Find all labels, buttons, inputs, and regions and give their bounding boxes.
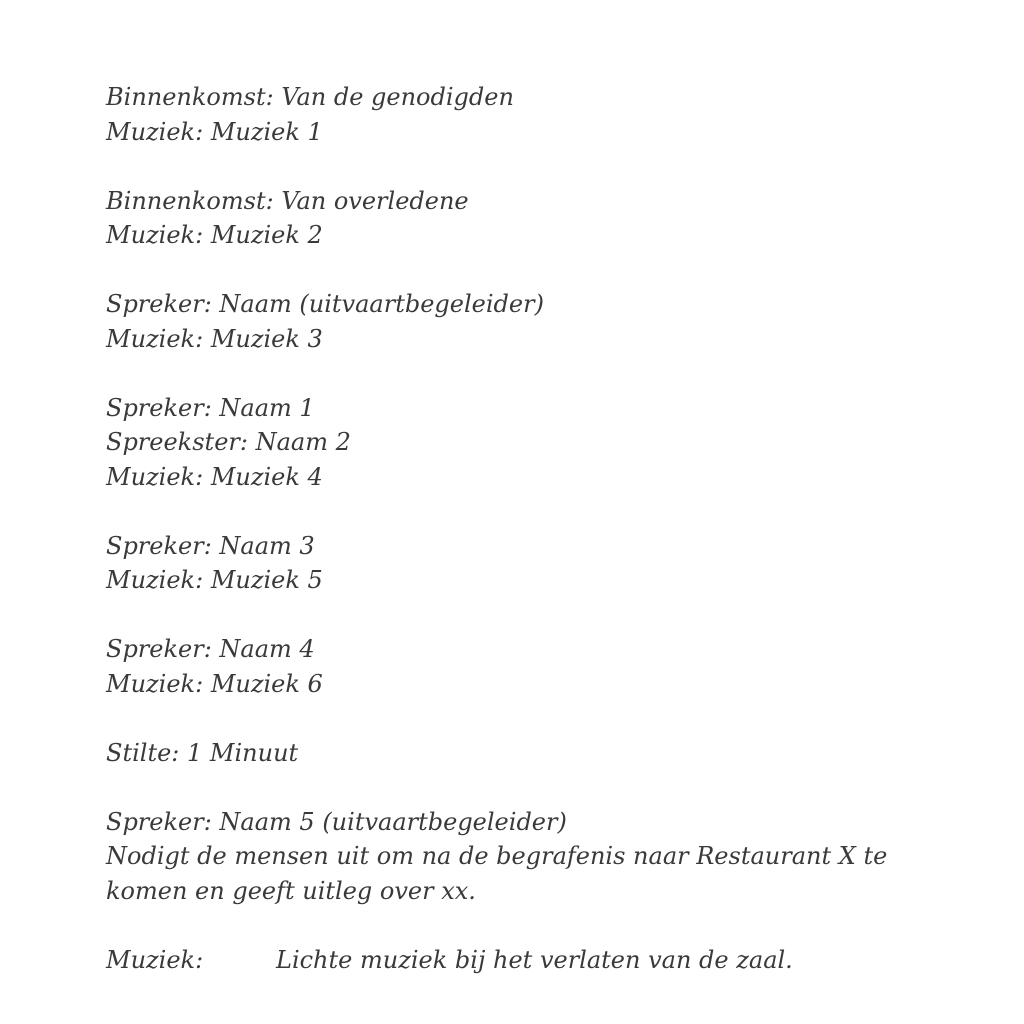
program-line: Spreker: Naam 1 (106, 393, 315, 422)
program-line: Muziek: Muziek 5 (106, 566, 323, 594)
program-document (106, 80, 986, 977)
program-line: Stilte: 1 Minuut (106, 738, 299, 767)
closing-label: Muziek: (106, 945, 204, 974)
program-line: Muziek: Muziek 1 (106, 117, 323, 146)
program-item-speaker-5 (106, 805, 986, 909)
program-item-speakers-1-2 (106, 391, 986, 495)
program-line: Spreker: Naam 4 (106, 635, 315, 663)
program-paragraph: Nodigt de mensen uit om na de begrafenis naar Restaurant X te komen en geeft uitleg over xx. (106, 842, 888, 905)
program-line: Spreekster: Naam 2 (106, 428, 351, 456)
program-line: Muziek: Muziek 6 (106, 669, 323, 698)
closing-row (106, 943, 986, 978)
program-item-silence (106, 736, 986, 771)
program-item-speaker-3 (106, 529, 986, 598)
program-line: Spreker: Naam 5 (uitvaartbegeleider) (106, 807, 567, 836)
program-line: Spreker: Naam 3 (106, 531, 315, 560)
program-line: Muziek: Muziek 2 (106, 221, 323, 249)
program-line: Binnenkomst: Van overledene (106, 186, 469, 215)
closing-text: Lichte muziek bij het verlaten van de zaal. (276, 945, 793, 974)
program-item-speaker-4 (106, 632, 986, 701)
program-item-entry-deceased (106, 184, 986, 253)
program-item-speaker-guide (106, 287, 986, 356)
program-line: Muziek: Muziek 4 (106, 462, 323, 491)
program-line: Binnenkomst: Van de genodigden (106, 83, 514, 111)
program-item-closing-music (106, 943, 986, 978)
program-line: Spreker: Naam (uitvaartbegeleider) (106, 290, 544, 318)
program-item-entry-guests (106, 80, 986, 149)
program-line: Muziek: Muziek 3 (106, 324, 323, 353)
